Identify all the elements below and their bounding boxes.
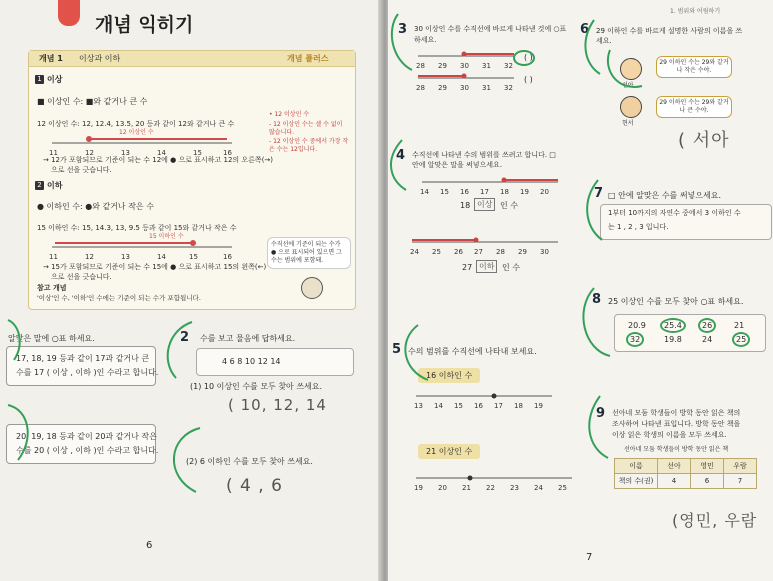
q5-number: 5 [392, 342, 402, 357]
svg-text:14: 14 [434, 402, 443, 410]
desc-2b: 으로 선을 긋습니다. [51, 273, 112, 281]
q9-prompt-2: 조사하여 나타낸 표입니다. 방학 동안 책을 [612, 420, 741, 428]
q2-number: 2 [180, 330, 190, 345]
q9-prompt-3: 이상 읽은 학생의 이름을 모두 쓰세요. [612, 431, 727, 439]
tick-29: 29 [438, 84, 447, 92]
svg-text:28: 28 [496, 248, 505, 256]
svg-text:24: 24 [534, 484, 543, 492]
q5-pill-2: 21 이상인 수 [418, 444, 480, 459]
svg-text:17: 17 [494, 402, 503, 410]
reference-text: '이상'인 수, '이하'인 수에는 기준이 되는 수가 포함됩니다. [37, 294, 201, 302]
range-caption-1: 12 이상인 수 [119, 129, 154, 136]
q8-number: 8 [592, 292, 602, 307]
tick-32: 32 [504, 62, 513, 70]
svg-text:20: 20 [438, 484, 447, 492]
tick-31: 31 [482, 84, 491, 92]
q3-paren-a[interactable]: ( ) [524, 53, 533, 62]
desc-2a: → 15가 포함되므로 기준이 되는 수 15에 ● 으로 표시하고 15의 왼쪽(←) [43, 263, 267, 271]
q8-r2c3[interactable]: 24 [702, 335, 713, 344]
q1-a-line1: 17, 18, 19 등과 같이 17과 같거나 큰 [16, 354, 150, 363]
tick-15: 15 [189, 253, 198, 261]
def-2: ● 이하인 수: ●와 같거나 작은 수 [37, 202, 154, 211]
note-line-3: - 12 이상인 수 중에서 가장 작은 수는 12입니다. [269, 138, 349, 153]
svg-text:17: 17 [480, 188, 489, 196]
q6-answer[interactable]: ( 서아 [678, 130, 730, 151]
desc-1b: 으로 선을 긋습니다. [51, 166, 112, 174]
q8-r1c2[interactable]: 25.4 [660, 318, 686, 333]
table-cell: 책의 수(권) [615, 474, 658, 489]
tick-11: 11 [49, 149, 58, 157]
q5-pill-1: 16 이하인 수 [418, 368, 480, 383]
tick-13: 13 [121, 149, 130, 157]
q8-r1c4[interactable]: 21 [734, 321, 745, 330]
svg-text:27: 27 [474, 248, 483, 256]
tick-12: 12 [85, 149, 94, 157]
section-1-title: 이상 [47, 75, 63, 84]
svg-text:15: 15 [440, 188, 449, 196]
svg-text:25: 25 [558, 484, 567, 492]
reference-label: 참고 개념 [37, 284, 67, 292]
q3-prompt: 30 이상인 수를 수직선에 바르게 나타낸 것에 ○표 하세요. [414, 25, 567, 44]
q7-number: 7 [594, 186, 604, 201]
q1-b-line2: 수를 20 ( 이상 , 이하 )인 수라고 합니다. [16, 446, 159, 455]
q6-name-2: 현서 [622, 120, 634, 127]
table-cell: 6 [691, 474, 724, 489]
table-cell: 7 [724, 474, 757, 489]
left-page-number: 6 [146, 540, 153, 551]
tick-14: 14 [157, 253, 166, 261]
tick-30: 30 [460, 62, 469, 70]
svg-text:20: 20 [540, 188, 549, 196]
range-caption-2: 15 이하인 수 [149, 233, 184, 240]
tick-14: 14 [157, 149, 166, 157]
table-cell: 4 [658, 474, 691, 489]
pen-marks-left [0, 0, 382, 581]
svg-text:16: 16 [474, 402, 483, 410]
svg-text:22: 22 [486, 484, 495, 492]
q4-ans2-num: 27 [462, 263, 473, 272]
q6-speech-1: 29 이하인 수는 29와 같거나 작은 수야. [656, 56, 732, 78]
q3-number: 3 [398, 22, 408, 37]
example-1: 12 이상인 수: 12, 12.4, 13.5, 20 등과 같이 12와 같거나 큰 수 [37, 120, 235, 128]
tick-30: 30 [460, 84, 469, 92]
q4-prompt2: 안에 알맞은 말을 써넣으세요. [412, 161, 503, 169]
q4-prompt: 수직선에 나타낸 수의 범위를 쓰려고 합니다. □ [412, 151, 556, 159]
tick-15: 15 [193, 149, 202, 157]
svg-text:13: 13 [414, 402, 423, 410]
svg-text:23: 23 [510, 484, 519, 492]
svg-text:19: 19 [414, 484, 423, 492]
table-cell: 영민 [691, 459, 724, 474]
table-cell: 선아 [658, 459, 691, 474]
tick-11: 11 [49, 253, 58, 261]
tick-28: 28 [416, 62, 425, 70]
q1-b-line1: 20, 19, 18 등과 같이 20과 같거나 작은 [16, 432, 157, 441]
q9-number: 9 [596, 406, 606, 421]
svg-text:15: 15 [454, 402, 463, 410]
tick-29: 29 [438, 62, 447, 70]
q3-paren-b[interactable]: ( ) [524, 75, 533, 84]
q7-line2[interactable]: 는 1 , 2 , 3 입니다. [608, 223, 669, 231]
def-1: ■ 이상인 수: ■와 같거나 큰 수 [37, 97, 148, 106]
q8-r2c1[interactable]: 32 [626, 332, 644, 347]
speech-bubble: 수직선에 기준이 되는 수가 ● 으로 표시되어 있으면 그 수는 범위에 포함돼. [267, 237, 351, 269]
q6-prompt2: 세요. [596, 37, 612, 45]
q8-r2c2[interactable]: 19.8 [664, 335, 682, 344]
svg-text:19: 19 [534, 402, 543, 410]
q4-number: 4 [396, 148, 406, 163]
svg-text:18: 18 [514, 402, 523, 410]
q2-sub1: (1) 10 이상인 수를 모두 찾아 쓰세요. [190, 382, 323, 391]
running-header: 1. 범위와 어림하기 [670, 8, 721, 15]
tick-16: 16 [223, 149, 232, 157]
svg-text:21: 21 [462, 484, 471, 492]
tick-28: 28 [416, 84, 425, 92]
tick-13: 13 [121, 253, 130, 261]
right-page-number: 7 [586, 552, 593, 563]
q7-line1: 1부터 10까지의 자연수 중에서 3 이하인 수 [608, 209, 741, 217]
q4-ans1-num: 18 [460, 201, 471, 210]
svg-text:14: 14 [420, 188, 429, 196]
svg-text:24: 24 [410, 248, 419, 256]
q8-r2c4[interactable]: 25 [732, 332, 750, 347]
q2-answer1[interactable]: ( 10, 12, 14 [228, 396, 327, 414]
q1-prompt: 알맞은 말에 ○표 하세요. [8, 334, 95, 343]
svg-text:26: 26 [454, 248, 463, 256]
svg-text:16: 16 [460, 188, 469, 196]
q4-ans2-box[interactable]: 이하 [476, 260, 497, 273]
q9-answer[interactable]: (영민, 우람 [672, 511, 758, 530]
example-2: 15 이하인 수: 15, 14.3, 13, 9.5 등과 같이 15와 같거나 작은 수 [37, 224, 237, 232]
svg-text:25: 25 [432, 248, 441, 256]
concept-tab-title: 이상과 이하 [79, 54, 121, 63]
note-line-1: • 12 이상인 수 [269, 111, 310, 118]
section-2-title: 이하 [47, 181, 63, 190]
tick-31: 31 [482, 62, 491, 70]
q2-answer2[interactable]: ( 4 , 6 [226, 476, 283, 496]
page-title: 개념 익히기 [95, 14, 194, 36]
q6-name-1: 선아 [622, 82, 634, 89]
desc-1a: → 12가 포함되므로 기준이 되는 수 12에 ● 으로 표시하고 12의 오른쪽(→) [43, 156, 274, 164]
q6-prompt: 29 이하인 수를 바르게 설명한 사람의 이름을 쓰 [596, 27, 743, 35]
svg-text:18: 18 [500, 188, 509, 196]
svg-text:29: 29 [518, 248, 527, 256]
svg-text:30: 30 [540, 248, 549, 256]
q4-ans1-box[interactable]: 이상 [474, 198, 495, 211]
q8-prompt: 25 이상인 수를 모두 찾아 ○표 하세요. [608, 297, 744, 306]
q5-prompt: 수의 범위를 수직선에 나타내 보세요. [408, 347, 537, 356]
note-line-2: - 12 이상인 수는 셀 수 없이 많습니다. [269, 121, 343, 136]
q9-prompt-1: 선아네 모둠 학생들이 방학 동안 읽은 책의 [612, 409, 741, 417]
left-page [0, 0, 382, 581]
q6-speech-2: 29 이하인 수는 29와 같거나 큰 수야. [656, 96, 732, 118]
q8-r1c1[interactable]: 20.9 [628, 321, 646, 330]
q1-a-line2: 수를 17 ( 이상 , 이하 )인 수라고 합니다. [16, 368, 159, 377]
pen-marks-right [388, 0, 773, 581]
section-1-icon: 1 [35, 75, 44, 84]
q9-table-caption: 선아네 모둠 학생들이 방학 동안 읽은 책 [624, 446, 729, 453]
section-2-icon: 2 [35, 181, 44, 190]
table-cell: 이름 [615, 459, 658, 474]
right-page [388, 0, 773, 581]
concept-plus-label: 개념 플러스 [287, 54, 329, 63]
q6-number: 6 [580, 22, 590, 37]
tick-12: 12 [85, 253, 94, 261]
q4-ans1-tail: 인 수 [500, 201, 518, 210]
tick-32: 32 [504, 84, 513, 92]
q2-numbers: 4 6 8 10 12 14 [222, 357, 281, 366]
q2-sub2: (2) 6 이하인 수를 모두 찾아 쓰세요. [186, 457, 313, 466]
q8-r1c3[interactable]: 26 [698, 318, 716, 333]
tick-16: 16 [223, 253, 232, 261]
concept-tab-label: 개념 1 [39, 54, 63, 63]
q4-ans2-tail: 인 수 [502, 263, 520, 272]
q7-prompt: □ 안에 알맞은 수를 써넣으세요. [608, 191, 722, 200]
table-cell: 우람 [724, 459, 757, 474]
q2-prompt: 수를 보고 물음에 답하세요. [200, 334, 296, 343]
svg-text:19: 19 [520, 188, 529, 196]
